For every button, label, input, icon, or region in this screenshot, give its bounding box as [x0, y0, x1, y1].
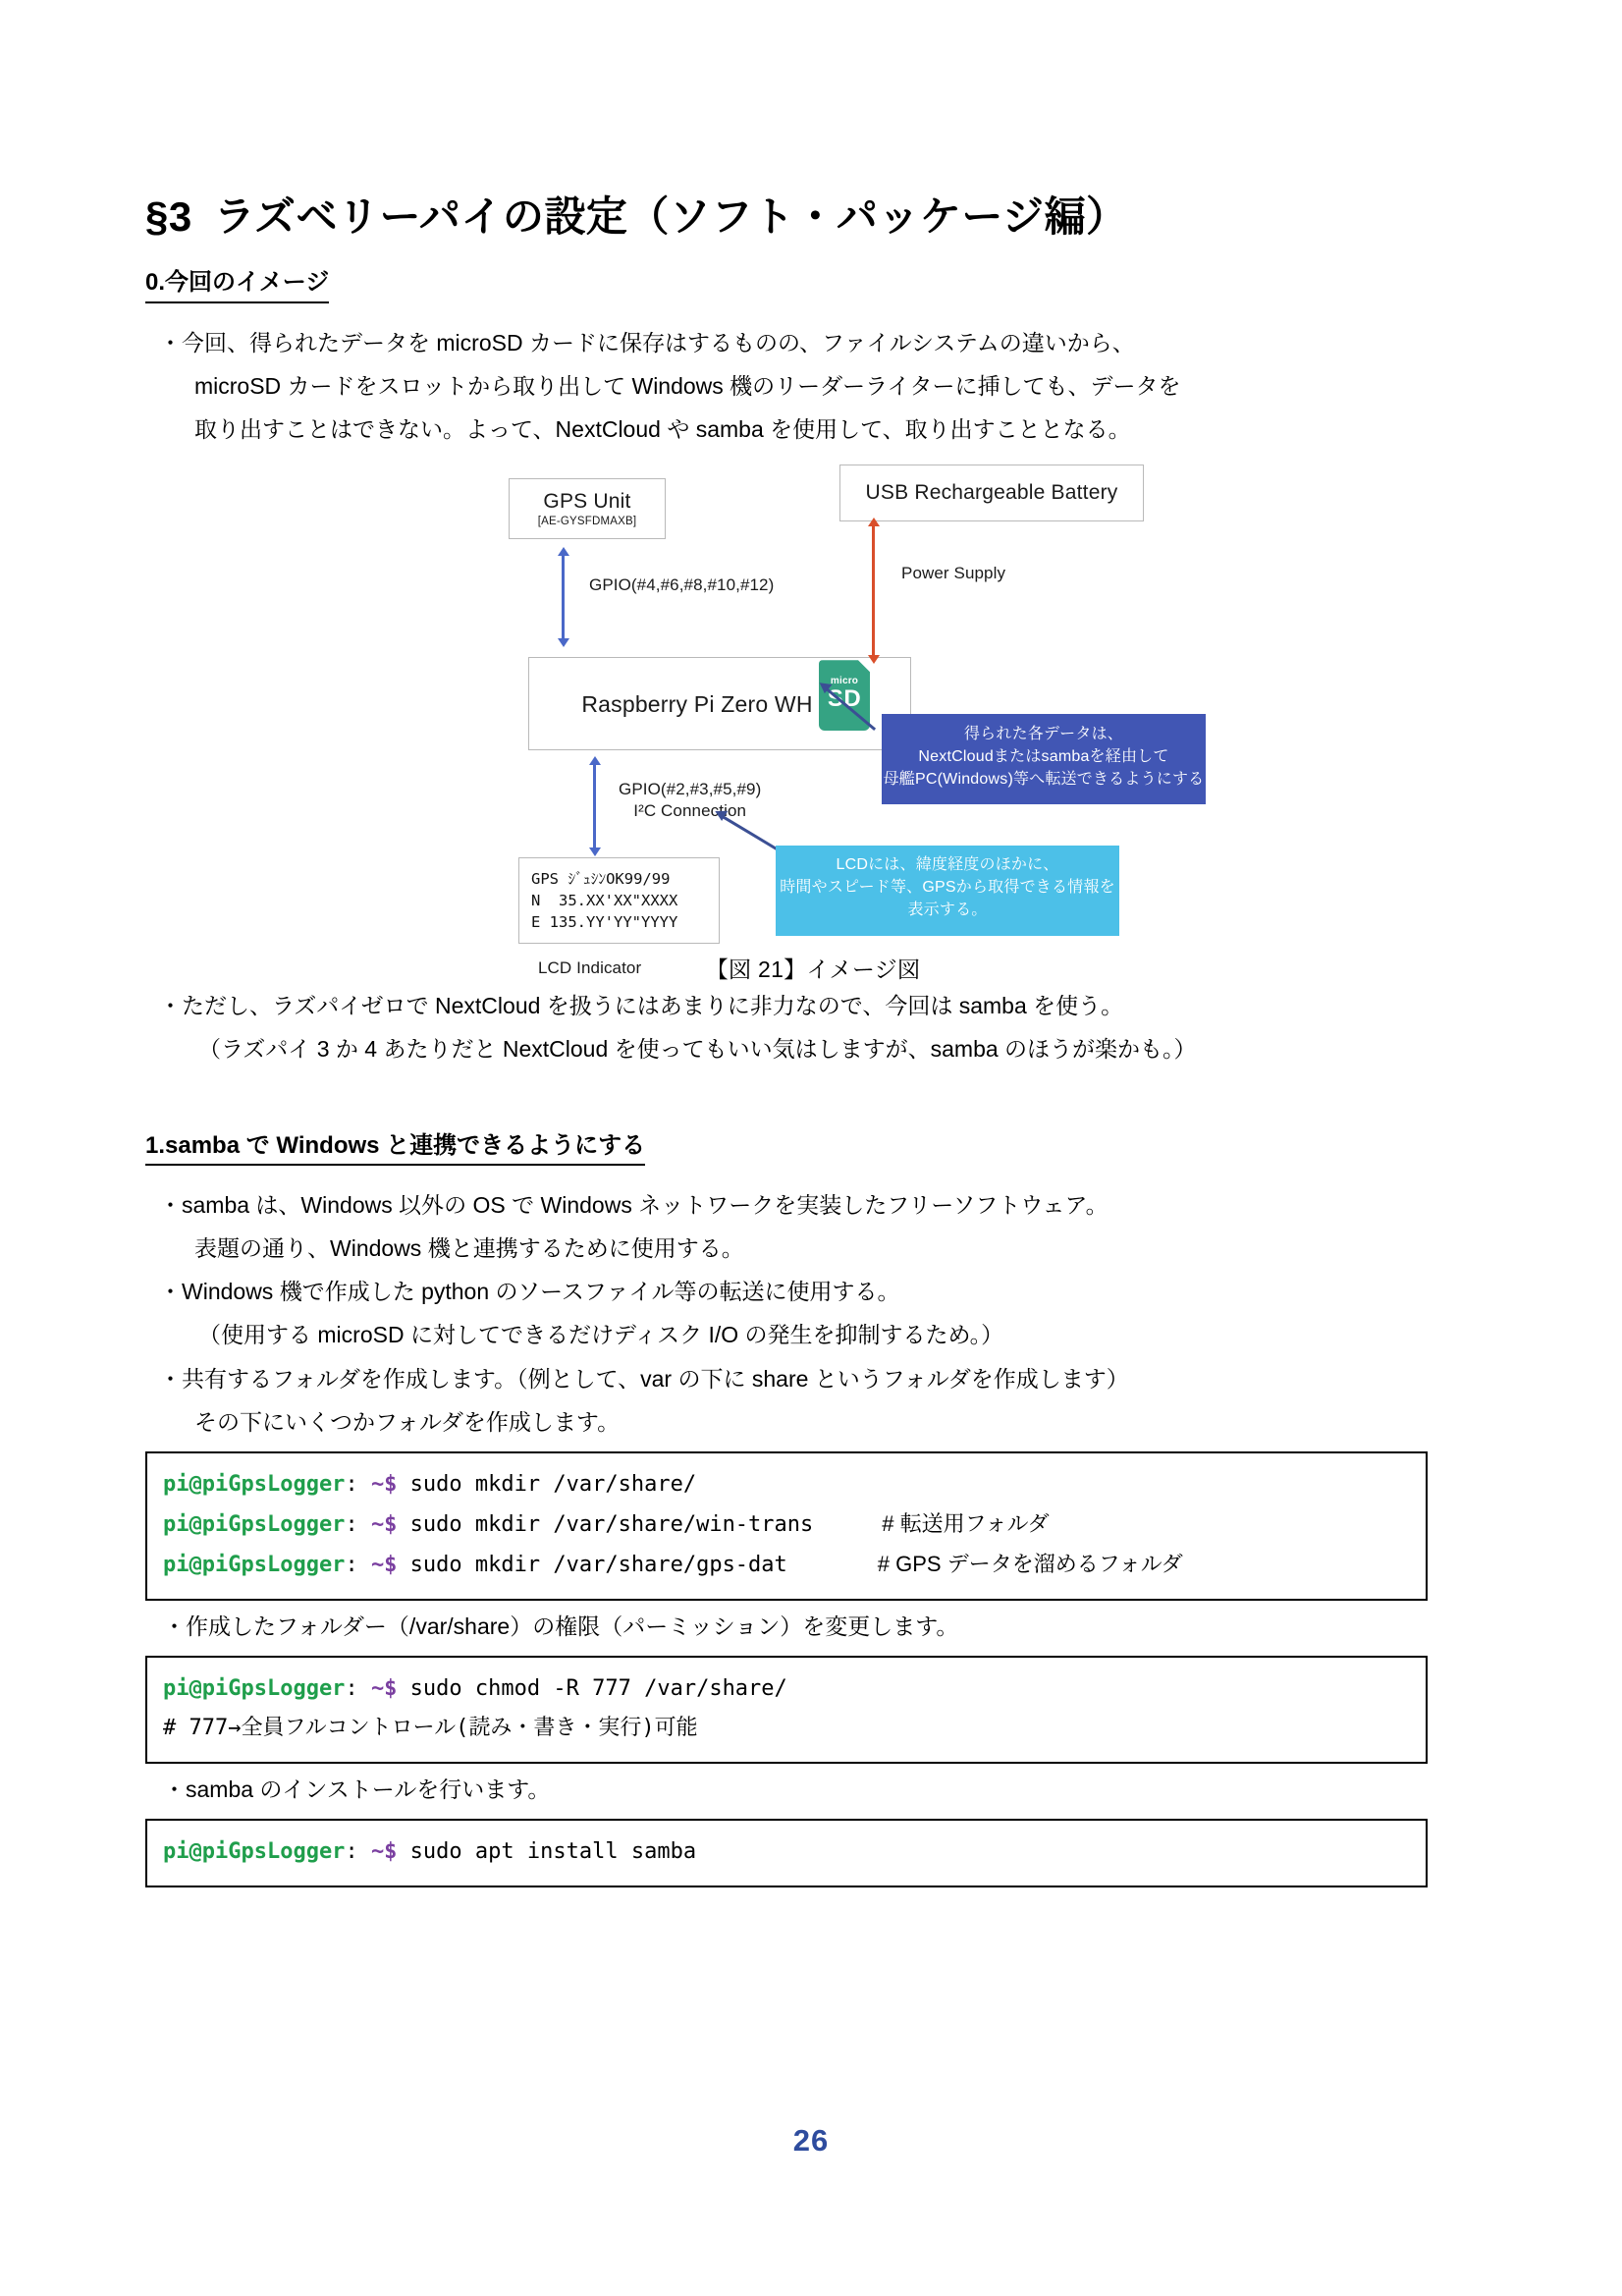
gpio-label-2: [619, 779, 761, 822]
power-supply-arrow: [872, 525, 875, 656]
gps-unit-model: [AE-GYSFDMAXB]: [537, 516, 637, 528]
terminal-prompt-host: pi@piGpsLogger: [163, 1839, 346, 1865]
terminal-prompt-colon: :: [345, 1471, 358, 1497]
terminal-block-2: [145, 1656, 1428, 1764]
section1-bullet2-line1: ・Windows 機で作成した python のソースファイル等の転送に使用する。: [159, 1279, 900, 1305]
cyan-callout-line2: 時間やスピード等、GPSから取得できる情報を: [780, 878, 1115, 896]
page-number: 26: [792, 2123, 830, 2158]
terminal-prompt-colon: :: [345, 1511, 358, 1537]
gpio-arrow-lcd: [593, 764, 596, 848]
terminal-prompt-host: pi@piGpsLogger: [163, 1676, 346, 1702]
microsd-micro-label: micro: [830, 676, 859, 687]
cyan-callout-line1: LCDには、緯度経度のほかに、: [836, 856, 1059, 874]
arrow-shaft: [593, 764, 596, 848]
blue-callout-line1: 得られた各データは、: [963, 726, 1123, 743]
section1-bullet3-line2: その下にいくつかフォルダを作成します。: [194, 1408, 621, 1435]
terminal-comment: # 転送用フォルダ: [882, 1510, 1050, 1536]
terminal-note-line: [163, 1709, 1410, 1748]
section1-bullet2-line2: （使用する microSD に対してできるだけディスク I/O の発生を抑制するため。）: [198, 1322, 1004, 1348]
blue-callout-line3: 母艦PC(Windows)等へ転送できるようにする: [883, 770, 1205, 788]
cyan-callout-box: [776, 846, 1119, 936]
section-marker: §3: [145, 193, 192, 240]
gps-unit-box: [509, 478, 666, 539]
section0-bullet2-line2: （ラズパイ 3 か 4 あたりだと NextCloud を使ってもいい気はしますが、samba のほうが楽かも。）: [198, 1036, 1197, 1063]
terminal-prompt-dollar: ~$: [370, 1471, 398, 1497]
section0-heading-wrap: [145, 267, 1481, 310]
terminal-prompt-dollar: ~$: [370, 1839, 398, 1865]
section1-bullet3-line1: ・共有するフォルダを作成します。（例として、var の下に share というフォルダを作成します）: [159, 1365, 1129, 1392]
terminal-line: [163, 1465, 1410, 1504]
cyan-callout-line3: 表示する。: [907, 901, 988, 918]
terminal-line: [163, 1504, 1410, 1545]
section1-bullet5: ・samba のインストールを行います。: [163, 1777, 551, 1803]
section1-heading: 1.samba で Windows と連携できるようにする: [145, 1130, 645, 1166]
arrow-head-down: [868, 655, 880, 664]
section1-bullet4: ・作成したフォルダー（/var/share）の権限（パーミッション）を変更します。: [163, 1613, 959, 1639]
terminal-note: # 777→全員フルコントロール(読み・書き・実行)可能: [163, 1716, 698, 1741]
gps-unit-title: GPS Unit: [543, 490, 631, 514]
lcd-line-2: N 35.XX'XX"XXXX: [531, 892, 678, 910]
terminal-command: sudo mkdir /var/share/win-trans: [397, 1511, 814, 1537]
arrow-head-down: [589, 847, 601, 856]
terminal-prompt-colon: :: [345, 1552, 358, 1577]
section0-heading: 0.今回のイメージ: [145, 267, 329, 302]
page-content: [145, 192, 1481, 1891]
usb-battery-box: [839, 465, 1144, 521]
section1-heading-wrap: [145, 1130, 1481, 1174]
microsd-sd-label: SD: [827, 685, 862, 713]
section1-bullet1-line2: 表題の通り、Windows 機と連携するために使用する。: [194, 1235, 744, 1262]
terminal-command: sudo chmod -R 777 /var/share/: [397, 1676, 787, 1702]
section0-bullet1-line1: ・今回、得られたデータを microSD カードに保存はするものの、ファイルシステムの違いから、: [159, 329, 1135, 355]
section1-bullet1-line1: ・samba は、Windows 以外の OS で Windows ネットワークを実装したフリーソフトウェア。: [159, 1191, 1108, 1218]
arrow-head-up: [558, 547, 569, 556]
lcd-indicator-caption: LCD Indicator: [538, 958, 642, 978]
lcd-line-1: GPS ｼﾞｭｼﾝOK99/99: [531, 869, 671, 888]
terminal-prompt-colon: :: [345, 1676, 358, 1702]
gpio-label-1: GPIO(#4,#6,#8,#10,#12): [589, 575, 775, 595]
arrow-shaft: [562, 555, 565, 639]
arrow-head-down: [558, 638, 569, 647]
terminal-prompt-host: pi@piGpsLogger: [163, 1511, 346, 1537]
terminal-command: sudo mkdir /var/share/gps-dat: [397, 1552, 787, 1577]
terminal-prompt-dollar: ~$: [370, 1676, 398, 1702]
terminal-prompt-colon: :: [345, 1839, 358, 1865]
terminal-prompt-dollar: ~$: [370, 1552, 398, 1577]
raspberry-pi-label: Raspberry Pi Zero WH: [581, 690, 813, 717]
arrow-head-up: [589, 756, 601, 765]
arrow-head-up: [868, 518, 880, 526]
usb-battery-label: USB Rechargeable Battery: [865, 481, 1118, 505]
terminal-prompt-host: pi@piGpsLogger: [163, 1471, 346, 1497]
section0-bullet1-line3: 取り出すことはできない。よって、NextCloud や samba を使用して、取り出すこととなる。: [194, 416, 1131, 443]
gpio-label-2-line2: I²C Connection: [633, 801, 747, 821]
terminal-block-3: [145, 1819, 1428, 1887]
page-title: [145, 192, 1481, 242]
terminal-command: sudo apt install samba: [397, 1839, 697, 1865]
terminal-command: sudo mkdir /var/share/: [397, 1471, 697, 1497]
gpio-label-2-line1: GPIO(#2,#3,#5,#9): [619, 780, 762, 799]
terminal-line: [163, 1832, 1410, 1872]
title-text: ラズベリーパイの設定（ソフト・パッケージ編）: [213, 193, 1128, 240]
power-supply-label: Power Supply: [901, 564, 1006, 583]
lcd-indicator-box: [518, 857, 720, 944]
blue-callout-box: [882, 714, 1206, 804]
spacer: [145, 1071, 1481, 1130]
lcd-line-3: E 135.YY'YY"YYYY: [531, 913, 678, 932]
section0-bullet1-line2: microSD カードをスロットから取り出して Windows 機のリーダーライターに挿しても、データを: [194, 372, 1181, 399]
terminal-block-1: [145, 1451, 1428, 1601]
terminal-line: [163, 1545, 1410, 1585]
arrow-shaft: [872, 525, 875, 656]
blue-callout-line2: NextCloudまたはsambaを経由して: [918, 747, 1169, 765]
terminal-prompt-host: pi@piGpsLogger: [163, 1552, 346, 1577]
terminal-comment: # GPS データを溜めるフォルダ: [877, 1551, 1183, 1576]
gpio-arrow-gps: [562, 555, 565, 639]
terminal-prompt-dollar: ~$: [370, 1511, 398, 1537]
section0-bullet2-line1: ・ただし、ラズパイゼロで NextCloud を扱うにはあまりに非力なので、今回は samba を使う。: [159, 993, 1124, 1019]
figure-caption: 【図 21】イメージ図: [705, 957, 921, 983]
terminal-line: [163, 1669, 1410, 1709]
